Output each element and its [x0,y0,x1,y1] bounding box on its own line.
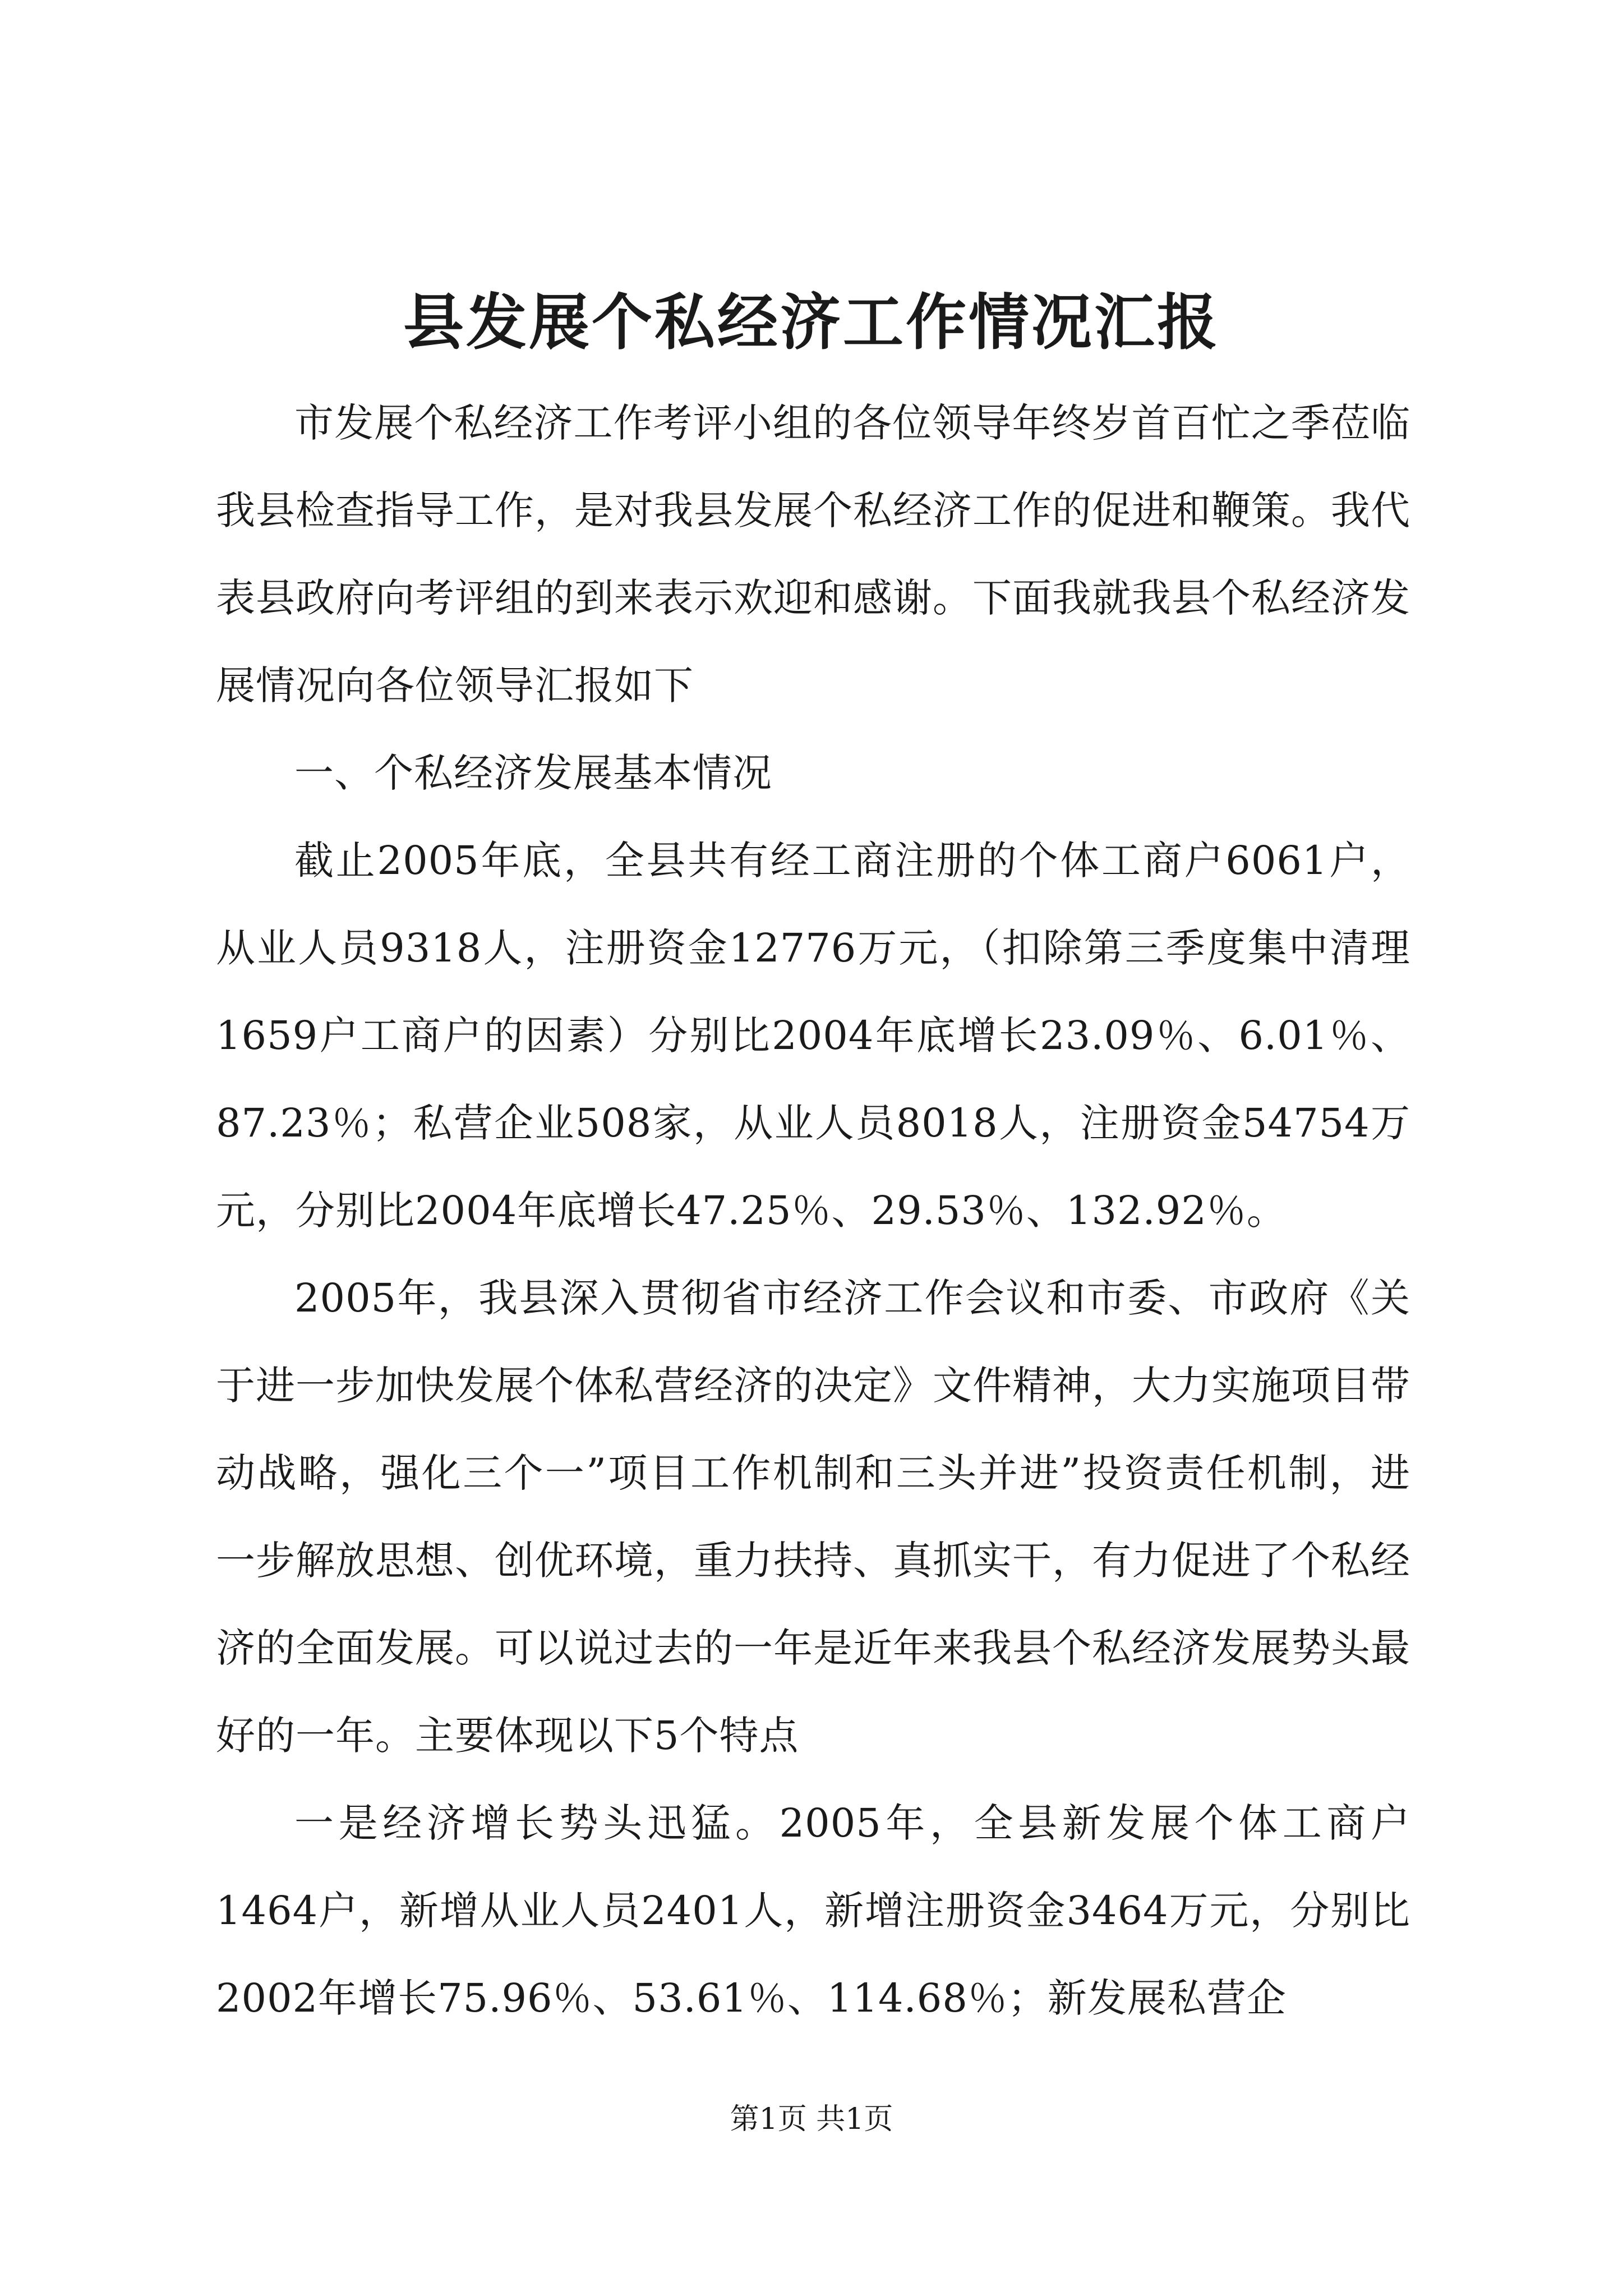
document-body [216,379,1410,2042]
page-footer: 第1页 共1页 [730,2102,893,2136]
section-heading: 一、个私经济发展基本情况 [294,750,772,796]
paragraph-policy: 2005年，我县深入贯彻省市经济工作会议和市委、市政府《关于进一步加快发展个体私营经济的决定》文件精神，大力实施项目带动战略，强化三个一”项目工作机制和三头并进”投资责任机制，进一步解放思想、创优环境，重力扶持、真抓实干，有力促进了个私经济的全面发展。可以说过去的一年是近年来我县个私经济发展势头最好的一年。主要体现以下5个特点 [216,1275,1410,1759]
paragraph-feature-one: 一是经济增长势头迅猛。2005年，全县新发展个体工商户1464户，新增从业人员2401人，新增注册资金3464万元，分别比2002年增长75.96％、53.61％、114.68％；新发展私营企 [216,1800,1410,2021]
paragraph-statistics: 截止2005年底，全县共有经工商注册的个体工商户6061户，从业人员9318人，注册资金12776万元，（扣除第三季度集中清理1659户工商户的因素）分别比2004年底增长23.09％、6.01％、87.23％；私营企业508家，从业人员8018人，注册资金54754万元，分别比2004年底增长47.25％、29.53％、132.92％。 [216,838,1410,1234]
document-title: 县发展个私经济工作情况汇报 [403,287,1220,358]
paragraph-intro: 市发展个私经济工作考评小组的各位领导年终岁首百忙之季莅临我县检查指导工作，是对我县发展个私经济工作的促进和鞭策。我代表县政府向考评组的到来表示欢迎和感谢。下面我就我县个私经济发展情况向各位领导汇报如下 [216,400,1410,708]
